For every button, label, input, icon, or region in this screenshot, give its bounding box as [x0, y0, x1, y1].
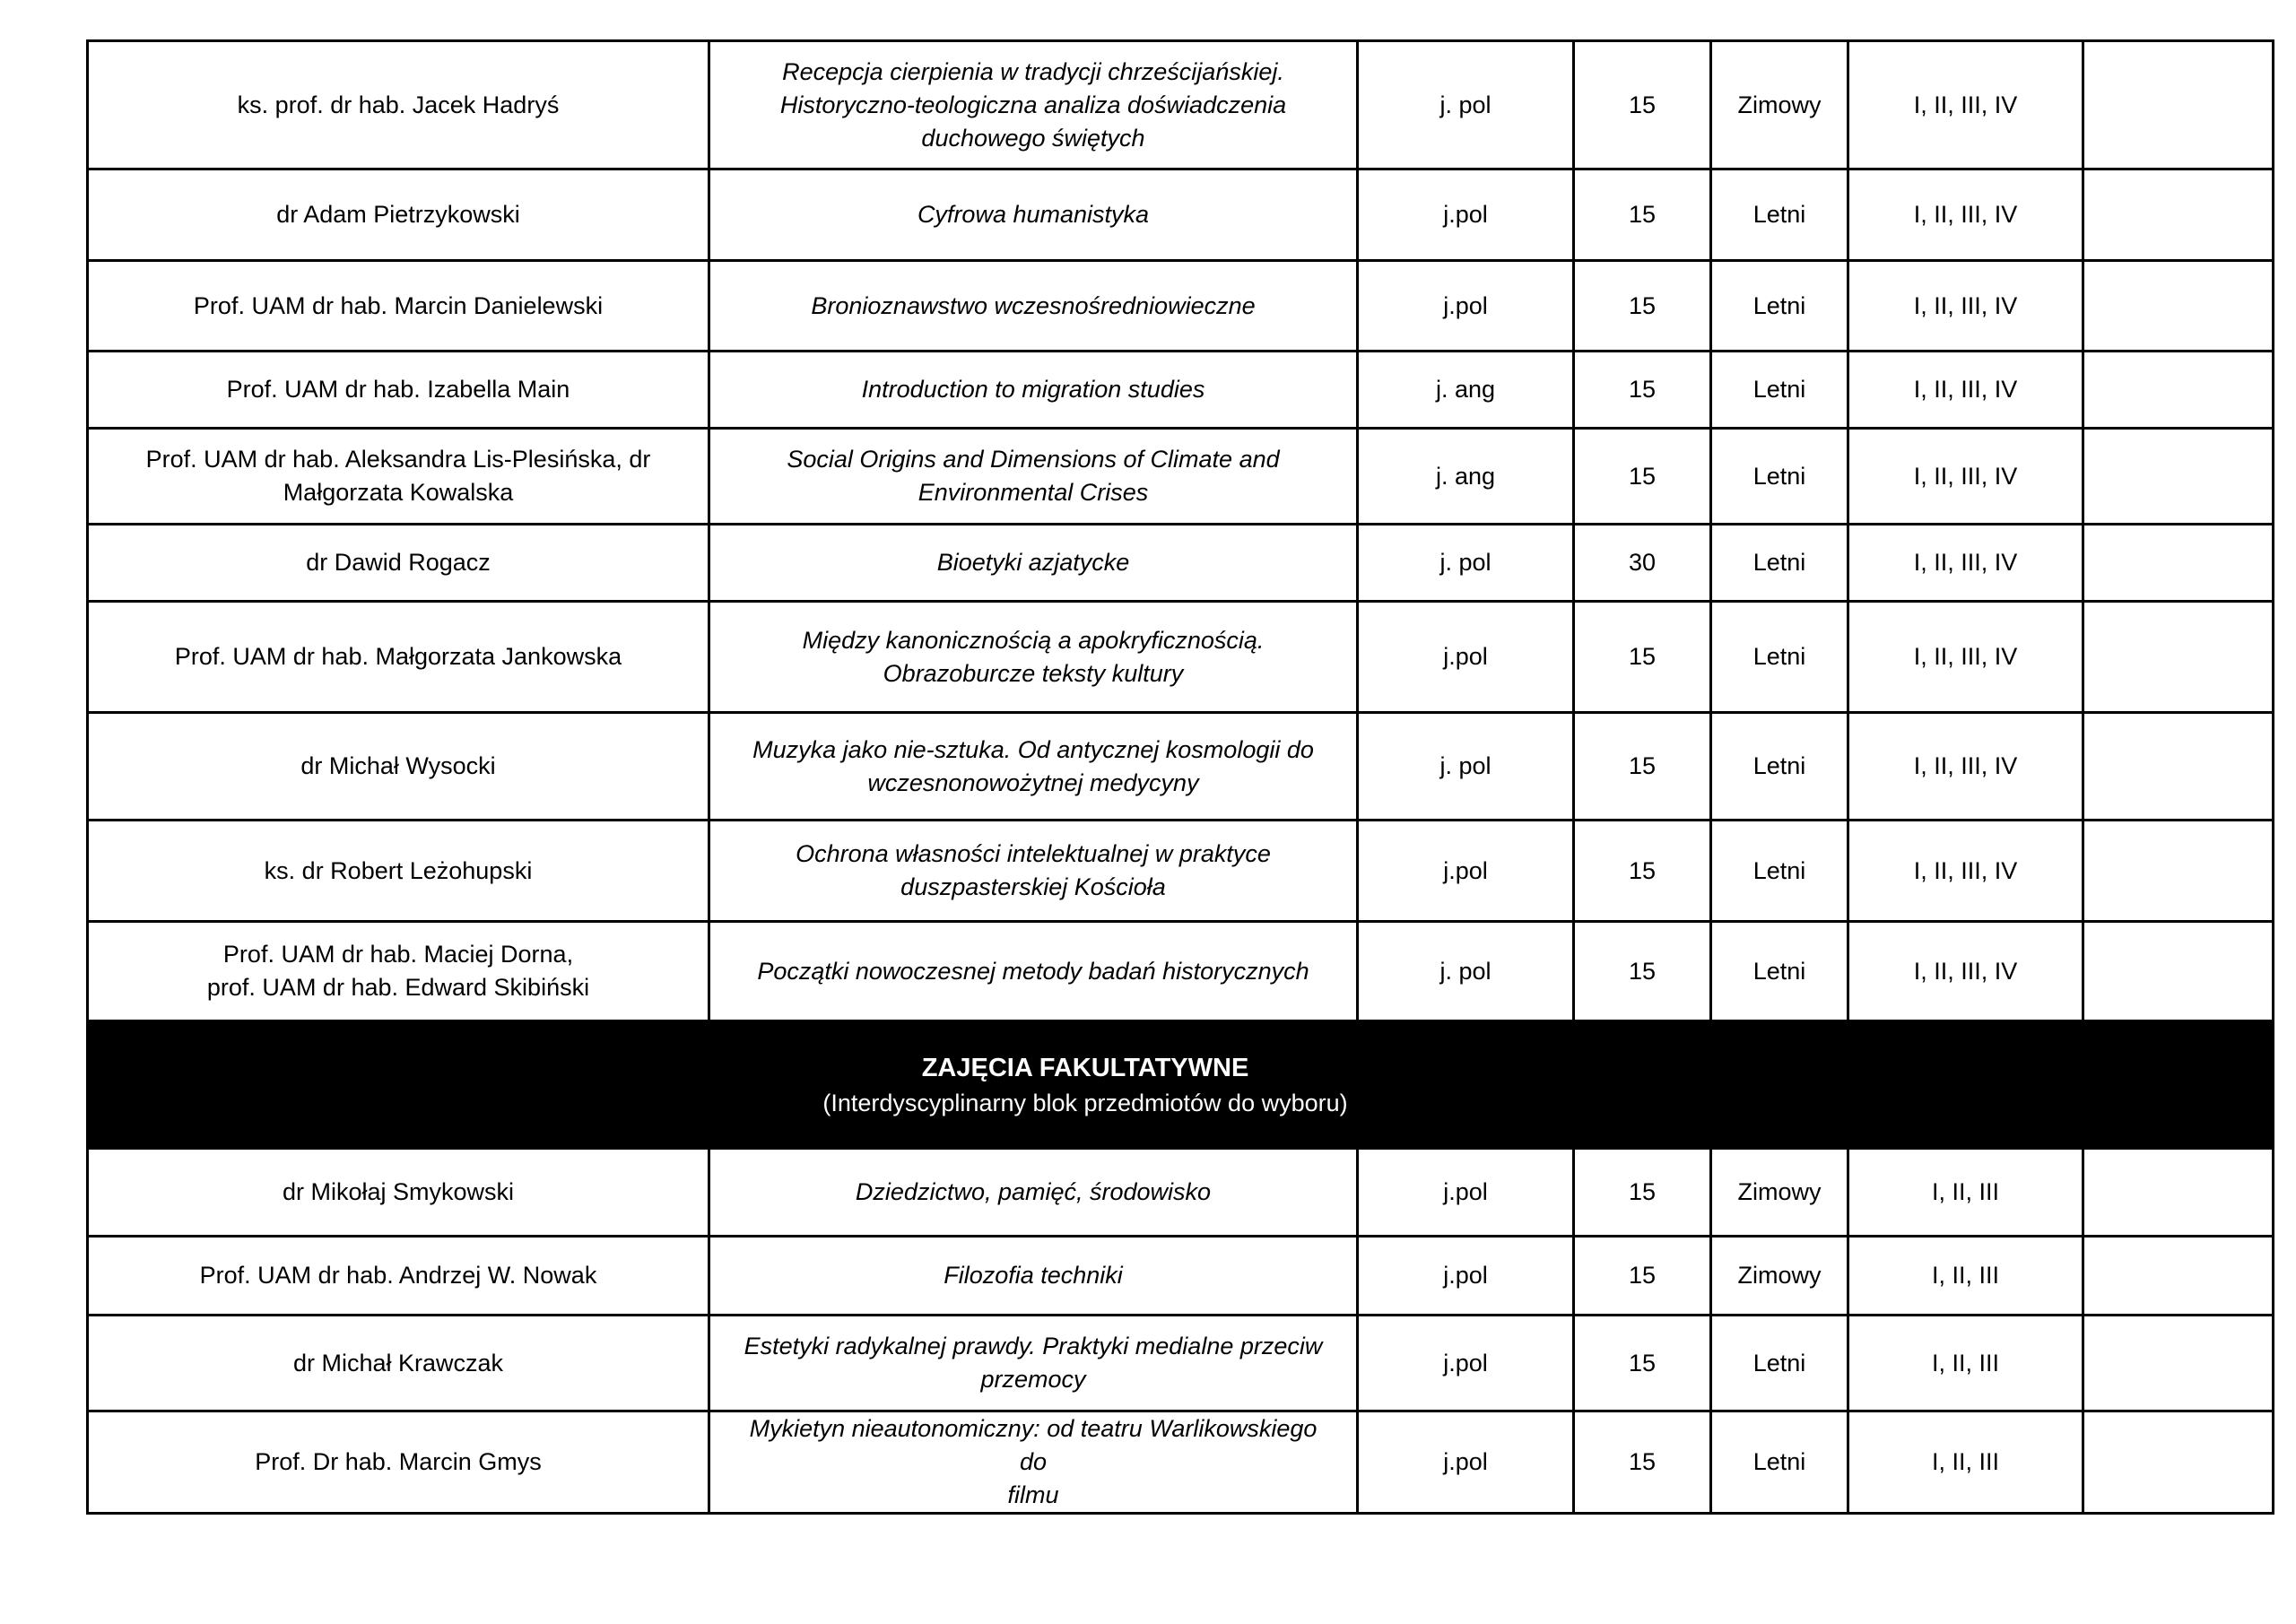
lecturer-cell — [88, 1237, 709, 1316]
semester-cell: Letni — [1711, 713, 1848, 821]
language-cell: j.pol — [1358, 261, 1574, 352]
course-title-line: Początki nowoczesnej metody badań historycznych — [757, 957, 1309, 985]
lecturer-cell — [88, 1411, 709, 1514]
empty-cell — [2083, 1237, 2274, 1316]
study-years-cell: I, II, III — [1848, 1411, 2083, 1514]
hours-cell: 15 — [1574, 821, 1711, 922]
lecturer-line: Prof. UAM dr hab. Aleksandra Lis-Plesińska, dr — [145, 446, 651, 473]
empty-cell — [2083, 352, 2274, 429]
language-cell: j. pol — [1358, 713, 1574, 821]
course-title-line: Muzyka jako nie-sztuka. Od antycznej kosmologii do — [752, 735, 1314, 763]
lecturer-line: Prof. UAM dr hab. Andrzej W. Nowak — [199, 1262, 597, 1289]
language-cell: j.pol — [1358, 821, 1574, 922]
lecturer-cell — [88, 922, 709, 1021]
study-years-cell: I, II, III, IV — [1848, 922, 2083, 1021]
course-row — [88, 602, 2274, 713]
course-row — [88, 1149, 2274, 1237]
hours-cell: 30 — [1574, 525, 1711, 602]
study-years-cell: I, II, III, IV — [1848, 41, 2083, 169]
study-years-cell: I, II, III, IV — [1848, 429, 2083, 525]
lecturer-cell — [88, 429, 709, 525]
hours-cell: 15 — [1574, 1411, 1711, 1514]
semester-cell: Letni — [1711, 922, 1848, 1021]
section-header-row — [88, 1021, 2274, 1149]
empty-cell — [2083, 821, 2274, 922]
course-title-line: Recepcja cierpienia w tradycji chrześcijańskiej. — [782, 57, 1284, 85]
course-title-line: Estetyki radykalnej prawdy. Praktyki medialne przeciw — [744, 1333, 1323, 1359]
course-title-line: Environmental Crises — [918, 479, 1149, 506]
language-cell: j. pol — [1358, 41, 1574, 169]
empty-cell — [2083, 713, 2274, 821]
course-row — [88, 525, 2274, 602]
hours-cell: 15 — [1574, 1149, 1711, 1237]
lecturer-line: ks. dr Robert Leżohupski — [264, 856, 533, 884]
lecturer-cell — [88, 352, 709, 429]
course-title-line: Social Origins and Dimensions of Climate and — [787, 446, 1280, 473]
course-title-line: filmu — [1007, 1481, 1059, 1508]
course-title-cell — [709, 1237, 1358, 1316]
course-table-body — [88, 41, 2274, 1514]
lecturer-line: Prof. UAM dr hab. Małgorzata Jankowska — [174, 643, 622, 670]
course-title-line: Cyfrowa humanistyka — [917, 201, 1150, 228]
language-cell: j.pol — [1358, 1411, 1574, 1514]
course-title-line: Mykietyn nieautonomiczny: od teatru Warlikowskiego do — [749, 1415, 1318, 1475]
course-title-cell — [709, 429, 1358, 525]
semester-cell: Letni — [1711, 1316, 1848, 1411]
section-header — [88, 1021, 2083, 1149]
language-cell: j.pol — [1358, 1316, 1574, 1411]
hours-cell: 15 — [1574, 922, 1711, 1021]
lecturer-line: Prof. UAM dr hab. Maciej Dorna, — [222, 941, 574, 968]
course-title-line: duszpasterskiej Kościoła — [900, 873, 1166, 900]
course-row — [88, 352, 2274, 429]
study-years-cell: I, II, III, IV — [1848, 602, 2083, 713]
lecturer-cell — [88, 602, 709, 713]
course-title-line: Między kanonicznością a apokryficznością. — [802, 626, 1265, 654]
empty-cell — [2083, 1411, 2274, 1514]
semester-cell: Letni — [1711, 429, 1848, 525]
course-title-cell — [709, 602, 1358, 713]
course-row — [88, 429, 2274, 525]
course-title-cell — [709, 169, 1358, 261]
language-cell: j. ang — [1358, 352, 1574, 429]
course-title-cell — [709, 1316, 1358, 1411]
lecturer-cell — [88, 1149, 709, 1237]
course-row — [88, 821, 2274, 922]
course-title-cell — [709, 821, 1358, 922]
study-years-cell: I, II, III, IV — [1848, 525, 2083, 602]
course-title-cell — [709, 352, 1358, 429]
lecturer-line: dr Michał Krawczak — [292, 1349, 504, 1376]
empty-cell — [2083, 602, 2274, 713]
course-row — [88, 169, 2274, 261]
study-years-cell: I, II, III, IV — [1848, 352, 2083, 429]
course-title-line: Bioetyki azjatycke — [936, 549, 1130, 576]
course-row — [88, 261, 2274, 352]
study-years-cell: I, II, III, IV — [1848, 821, 2083, 922]
language-cell: j. pol — [1358, 922, 1574, 1021]
lecturer-line: prof. UAM dr hab. Edward Skibiński — [206, 974, 590, 1001]
course-title-cell — [709, 41, 1358, 169]
empty-cell — [2083, 922, 2274, 1021]
course-title-line: Introduction to migration studies — [861, 376, 1205, 403]
empty-cell — [2083, 41, 2274, 169]
empty-cell — [2083, 1316, 2274, 1411]
semester-cell: Zimowy — [1711, 41, 1848, 169]
hours-cell: 15 — [1574, 713, 1711, 821]
language-cell: j. pol — [1358, 525, 1574, 602]
semester-cell: Zimowy — [1711, 1149, 1848, 1237]
course-row — [88, 1237, 2274, 1316]
language-cell: j. ang — [1358, 429, 1574, 525]
course-title-line: duchowego świętych — [921, 124, 1145, 152]
course-row — [88, 713, 2274, 821]
study-years-cell: I, II, III, IV — [1848, 261, 2083, 352]
semester-cell: Letni — [1711, 169, 1848, 261]
lecturer-cell — [88, 525, 709, 602]
study-years-cell: I, II, III, IV — [1848, 169, 2083, 261]
semester-cell: Letni — [1711, 261, 1848, 352]
lecturer-line: dr Mikołaj Smykowski — [282, 1178, 515, 1205]
hours-cell: 15 — [1574, 41, 1711, 169]
study-years-cell: I, II, III — [1848, 1237, 2083, 1316]
semester-cell: Letni — [1711, 525, 1848, 602]
language-cell: j.pol — [1358, 1237, 1574, 1316]
course-table — [86, 39, 2274, 1515]
course-row — [88, 922, 2274, 1021]
semester-cell: Zimowy — [1711, 1237, 1848, 1316]
course-title-line: Obrazoburcze teksty kultury — [883, 659, 1184, 687]
empty-cell — [2083, 169, 2274, 261]
language-cell: j.pol — [1358, 169, 1574, 261]
hours-cell: 15 — [1574, 352, 1711, 429]
study-years-cell: I, II, III — [1848, 1149, 2083, 1237]
lecturer-line: dr Michał Wysocki — [300, 752, 496, 779]
lecturer-cell — [88, 1316, 709, 1411]
course-title-cell — [709, 261, 1358, 352]
language-cell: j.pol — [1358, 1149, 1574, 1237]
empty-cell — [2083, 1149, 2274, 1237]
course-title-line: Filozofia techniki — [944, 1262, 1123, 1289]
lecturer-line: Małgorzata Kowalska — [283, 479, 514, 506]
lecturer-line: dr Adam Pietrzykowski — [276, 201, 520, 228]
study-years-cell: I, II, III, IV — [1848, 713, 2083, 821]
course-title-line: Bronioznawstwo wczesnośredniowieczne — [811, 291, 1256, 319]
semester-cell: Letni — [1711, 352, 1848, 429]
lecturer-cell — [88, 261, 709, 352]
empty-cell — [2083, 525, 2274, 602]
empty-cell — [2083, 261, 2274, 352]
study-years-cell: I, II, III — [1848, 1316, 2083, 1411]
course-title-cell — [709, 922, 1358, 1021]
empty-cell — [2083, 429, 2274, 525]
course-title-line: wczesnonowożytnej medycyny — [867, 769, 1199, 796]
semester-cell: Letni — [1711, 821, 1848, 922]
hours-cell: 15 — [1574, 169, 1711, 261]
section-title: ZAJĘCIA FAKULTATYWNE — [921, 1053, 1249, 1082]
semester-cell: Letni — [1711, 1411, 1848, 1514]
lecturer-cell — [88, 713, 709, 821]
course-row — [88, 41, 2274, 169]
course-row — [88, 1316, 2274, 1411]
language-cell: j.pol — [1358, 602, 1574, 713]
course-title-cell — [709, 525, 1358, 602]
lecturer-line: Prof. UAM dr hab. Izabella Main — [226, 376, 570, 403]
course-title-line: przemocy — [980, 1366, 1086, 1393]
course-title-cell — [709, 713, 1358, 821]
course-row — [88, 1411, 2274, 1514]
hours-cell: 15 — [1574, 602, 1711, 713]
lecturer-line: ks. prof. dr hab. Jacek Hadryś — [237, 91, 560, 118]
hours-cell: 15 — [1574, 1237, 1711, 1316]
hours-cell: 15 — [1574, 261, 1711, 352]
lecturer-cell — [88, 41, 709, 169]
course-title-cell — [709, 1149, 1358, 1237]
section-subtitle: (Interdyscyplinarny blok przedmiotów do wyboru) — [822, 1089, 1348, 1116]
lecturer-line: dr Dawid Rogacz — [306, 549, 491, 576]
course-title-cell — [709, 1411, 1358, 1514]
lecturer-cell — [88, 169, 709, 261]
lecturer-line: Prof. UAM dr hab. Marcin Danielewski — [193, 291, 604, 319]
course-title-line: Ochrona własności intelektualnej w praktyce — [796, 840, 1271, 867]
section-header-filler — [2083, 1021, 2274, 1149]
course-title-line: Dziedzictwo, pamięć, środowisko — [855, 1178, 1212, 1205]
course-title-line: Historyczno-teologiczna analiza doświadczenia — [779, 91, 1287, 118]
lecturer-cell — [88, 821, 709, 922]
lecturer-line: Prof. Dr hab. Marcin Gmys — [255, 1448, 542, 1475]
semester-cell: Letni — [1711, 602, 1848, 713]
hours-cell: 15 — [1574, 429, 1711, 525]
hours-cell: 15 — [1574, 1316, 1711, 1411]
